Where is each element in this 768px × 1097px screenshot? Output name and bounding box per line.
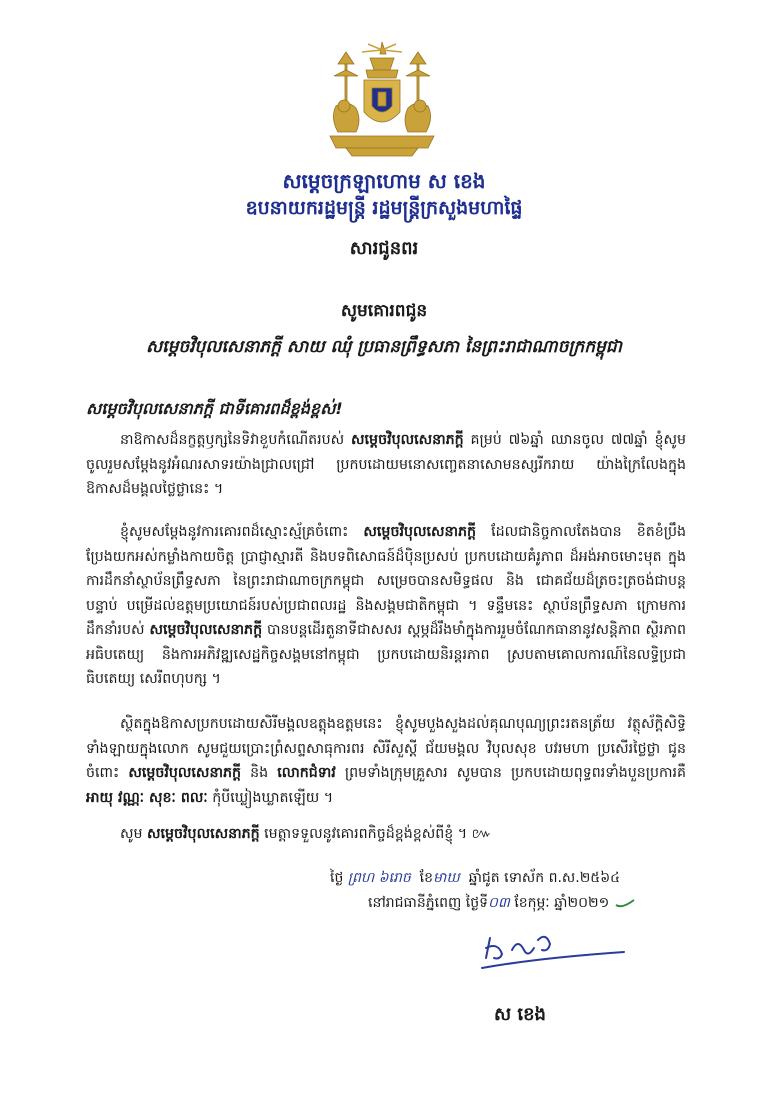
- handwritten-lunar-day: ព្រហ ៦រោច: [347, 870, 411, 886]
- handwritten-day: ០៣: [487, 895, 510, 911]
- handwritten-lunar-month: មាឃ: [433, 870, 460, 886]
- sender-name: សម្តេចក្រឡាហោម ស ខេង: [282, 169, 486, 193]
- closing-line: សូម សម្តេចវិបុលសេនាភក្តី មេត្តាទទួលនូវគោរពកិច្ចដ៏ខ្ពង់ខ្ពស់ពីខ្ញុំ ។ ៚: [120, 826, 492, 842]
- signer-name: ស ខេង: [494, 1004, 546, 1025]
- body-paragraph-3: ស្ថិតក្នុងឱកាសប្រកបដោយសិរីមង្គលឧត្តុងឧត្តមនេះ ខ្ញុំសូមបួងសួងដល់គុណបុណ្យព្រះរតនត្រ័យ វត្ថុស័ក្តិសិទ្ធិទាំងឡាយក្នុងលោក សូមជួយប្រោះព្រំសព្ទសាធុការពរ សិរីសួស្តី ជ័យមង្គល វិបុលសុខ បវរមហា ប្រសើរថ្លៃថ្លា ជូនចំពោះ សម្តេចវិបុលសេនាភក្តី និង លោកជំទាវ ព្រមទាំងក្រុមគ្រួសារ សូមបាន ប្រកបដោយពុទ្ធពរទាំងបួនប្រការគឺ អាយុ វណ្ណៈ សុខៈ ពលៈ កុំបីឃ្លៀងឃ្លាតឡើយ ។: [86, 716, 687, 806]
- document-type-heading: សារជូនពរ: [349, 238, 419, 259]
- recipient-line: សម្តេចវិបុលសេនាភក្តី សាយ ឈុំ ប្រធានព្រឹទ្ធសភា នៃព្រះរាជាណាចក្រកម្ពុជា: [146, 337, 622, 357]
- place-date-line: នៅរាជធានីភ្នំពេញ ថ្ងៃទី០៣ ខែកុម្ភៈ ឆ្នាំ២០២១: [368, 893, 708, 914]
- green-check-mark-icon: [614, 897, 636, 909]
- addressee-intro: សូមគោរពជូន: [340, 301, 428, 321]
- body-paragraph-1: នាឱកាសដ៏នក្ខត្តឫក្សនៃទិវាខួបកំណើតរបស់ សម្តេចវិបុលសេនាភក្តី គម្រប់ ៧៦ឆ្នាំ ឈានចូល ៧៧ឆ្នាំ ខ្ញុំសូមចូលរួមសម្តែងនូវអំណរសាទរយ៉ាងជ្រាលជ្រៅ ប្រកបដោយមនោសញ្ចេតនាសោមនស្សរីករាយ យ៉ាងក្រៃលែងក្នុងឱកាសដ៏មង្គលថ្លៃថ្លានេះ ។: [86, 432, 687, 497]
- royal-coat-of-arms-emblem: [316, 40, 448, 158]
- body-paragraph-2: ខ្ញុំសូមសម្តែងនូវការគោរពដ៏ស្មោះស្ម័គ្រចំពោះ សម្តេចវិបុលសេនាភក្តី ដែលជានិច្ចកាលតែងបាន ខិតខំប្រឹងប្រែងយកអស់កម្លាំងកាយចិត្ត ប្រាជ្ញាស្មារតី និងបទពិសោធន៍ដ៏ប៉ិនប្រសប់ ប្រកបដោយគំរូភាព ដ៏អង់អាចមោះមុត ក្នុងការដឹកនាំស្ថាប័នព្រឹទ្ធសភា នៃព្រះរាជាណាចក្រកម្ពុជា សម្រេចបានសមិទ្ធផល និង ជោគជ័យដ៏ត្រចះត្រចង់ជាបន្តបន្ទាប់ បម្រើដល់ឧត្តមប្រយោជន៍របស់ប្រជាពលរដ្ឋ និងសង្គមជាតិកម្ពុជា ។ ទន្ទឹមនេះ ស្ថាប័នព្រឹទ្ធសភា ក្រោមការដឹកនាំរបស់ សម្តេចវិបុលសេនាភក្តី បានបន្តដើរតួនាទីជាសសរ ស្តម្ភដ៏រឹងមាំក្នុងការរួមចំណែកធានានូវសន្តិភាព ស្ថិរភាព អធិបតេយ្យ និងការអភិវឌ្ឍសេដ្ឋកិច្ចសង្គមនៅកម្ពុជា ប្រកបដោយនិរន្តរភាព ស្របតាមគោលការណ៍នៃលទ្ធិប្រជាធិបតេយ្យ សេរីពហុបក្ស ។: [86, 524, 687, 687]
- handwritten-signature: [478, 928, 628, 978]
- lunar-date-line: ថ្ងៃ ព្រហ ៦រោច ខែមាឃ ឆ្នាំជូត ទោស័ក ព.ស.២៥៦៤: [330, 870, 621, 886]
- sender-title: ឧបនាយករដ្ឋមន្ត្រី រដ្ឋមន្ត្រីក្រសួងមហាផ្ទៃ: [245, 197, 523, 219]
- salutation: សម្តេចវិបុលសេនាភក្តី ជាទីគោរពដ៏ខ្ពង់ខ្ពស់!: [86, 399, 343, 418]
